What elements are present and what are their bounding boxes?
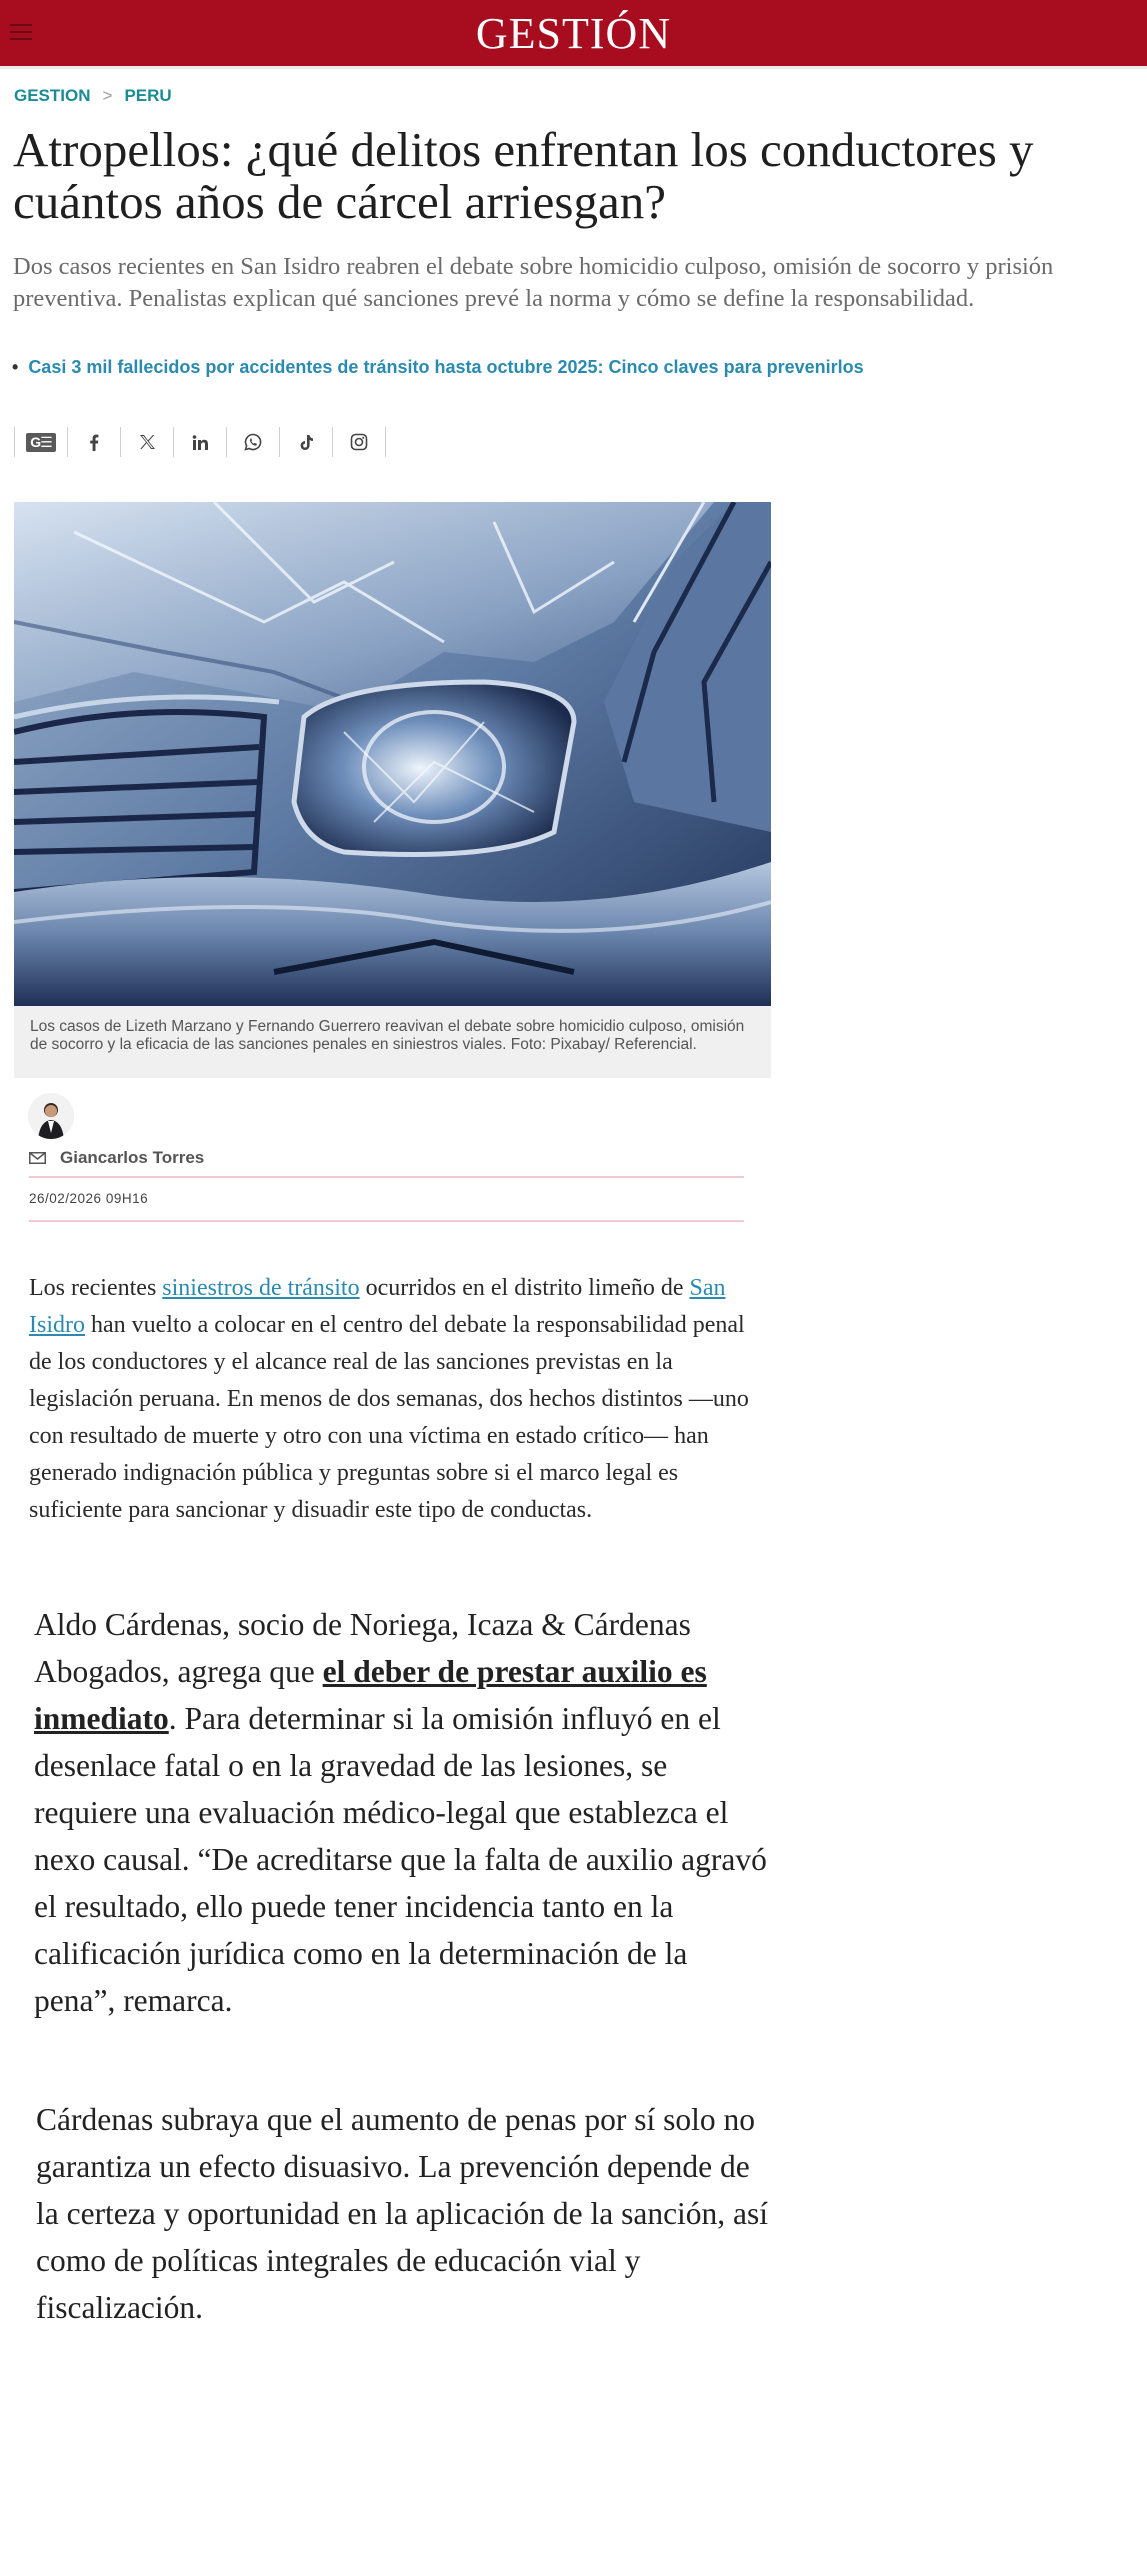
whatsapp-icon xyxy=(244,433,262,451)
crashed-car-image xyxy=(14,502,771,1006)
linkedin-share-button[interactable] xyxy=(173,427,226,457)
breadcrumb-item-gestion[interactable]: GESTION xyxy=(14,86,91,105)
article-subtitle: Dos casos recientes en San Isidro reabren el debate sobre homicidio culposo, omisión de socorro y prisión preventiva. Penalistas explican qué sanciones prevé la norma y cómo se define la responsabilidad. xyxy=(13,253,1054,312)
paragraph-text: . Para determinar si la omisión influyó en el desenlace fatal o en la gravedad de las lesiones, se requiere una evaluación médico-legal que establezca el nexo causal. “De acreditarse que la falta de auxilio agravó el resultado, ello puede tener incidencia tanto en la calificación jurídica como en la determinación de la pena”, remarca. xyxy=(34,1701,767,2018)
article-paragraph-2 xyxy=(34,1601,774,2024)
publish-date: 26/02/2026 09H16 xyxy=(29,1191,149,1206)
bullet-icon: • xyxy=(12,357,19,377)
breadcrumb-item-peru[interactable]: PERU xyxy=(124,86,172,105)
link-siniestros-de-transito[interactable]: siniestros de tránsito xyxy=(162,1275,360,1301)
google-news-icon: G☰ xyxy=(26,433,55,452)
link-deber-de-prestar-auxilio[interactable]: el deber de prestar auxilio es inmediato xyxy=(34,1654,707,1736)
article-hero-image[interactable] xyxy=(14,502,771,1006)
link-san-isidro[interactable]: San Isidro xyxy=(29,1275,726,1338)
tiktok-icon xyxy=(299,434,314,451)
author-name[interactable]: Giancarlos Torres xyxy=(60,1148,205,1167)
paragraph-text: ocurridos en el distrito limeño de xyxy=(359,1275,690,1301)
divider xyxy=(29,1176,744,1178)
linkedin-icon xyxy=(192,435,209,450)
related-article-link[interactable]: Casi 3 mil fallecidos por accidentes de tránsito hasta octubre 2025: Cinco claves para prevenirlos xyxy=(28,357,864,377)
share-bar xyxy=(14,427,386,457)
breadcrumb-separator: > xyxy=(102,86,113,105)
x-share-button[interactable] xyxy=(120,427,173,457)
article-paragraph-1 xyxy=(29,1270,769,1529)
instagram-icon xyxy=(350,433,368,451)
breadcrumb xyxy=(14,86,172,106)
author-row xyxy=(29,1148,204,1168)
article-paragraph-3: Cárdenas subraya que el aumento de penas por sí solo no garantiza un efecto disuasivo. La prevención depende de la certeza y oportunidad en la aplicación de la sanción, así como de políticas integrales de educación vial y fiscalización. xyxy=(36,2102,769,2325)
site-header xyxy=(0,0,1147,69)
divider xyxy=(29,1220,744,1222)
facebook-share-button[interactable] xyxy=(67,427,120,457)
author-photo xyxy=(28,1093,74,1139)
image-caption: Los casos de Lizeth Marzano y Fernando Guerrero reavivan el debate sobre homicidio culposo, omisión de socorro y la eficacia de las sanciones penales en siniestros viales. Foto: Pixabay/ Referencial. xyxy=(14,1006,771,1078)
x-icon xyxy=(139,434,156,450)
tiktok-share-button[interactable] xyxy=(279,427,332,457)
instagram-share-button[interactable] xyxy=(332,427,386,457)
article-title: Atropellos: ¿qué delitos enfrentan los conductores y cuántos años de cárcel arriesgan? xyxy=(13,122,1034,229)
paragraph-text: Los recientes xyxy=(29,1275,163,1301)
google-news-share-button[interactable] xyxy=(14,427,67,457)
mail-icon[interactable] xyxy=(29,1152,46,1164)
facebook-icon xyxy=(89,434,99,451)
author-avatar[interactable] xyxy=(28,1093,74,1139)
whatsapp-share-button[interactable] xyxy=(226,427,279,457)
related-article xyxy=(12,357,864,378)
site-logo[interactable]: GESTIÓN xyxy=(475,9,672,58)
paragraph-text: Aldo Cárdenas, socio de Noriega, Icaza & Cárdenas Abogados, agrega que xyxy=(34,1607,691,1689)
paragraph-text: han vuelto a colocar en el centro del debate la responsabilidad penal de los conductores y el alcance real de las sanciones previstas en la legislación peruana. En menos de dos semanas, dos hechos distintos —uno con resultado de muerte y otro con una víctima en estado crítico— han generado indignación pública y preguntas sobre si el marco legal es suficiente para sancionar y disuadir este tipo de conductas. xyxy=(29,1312,749,1523)
